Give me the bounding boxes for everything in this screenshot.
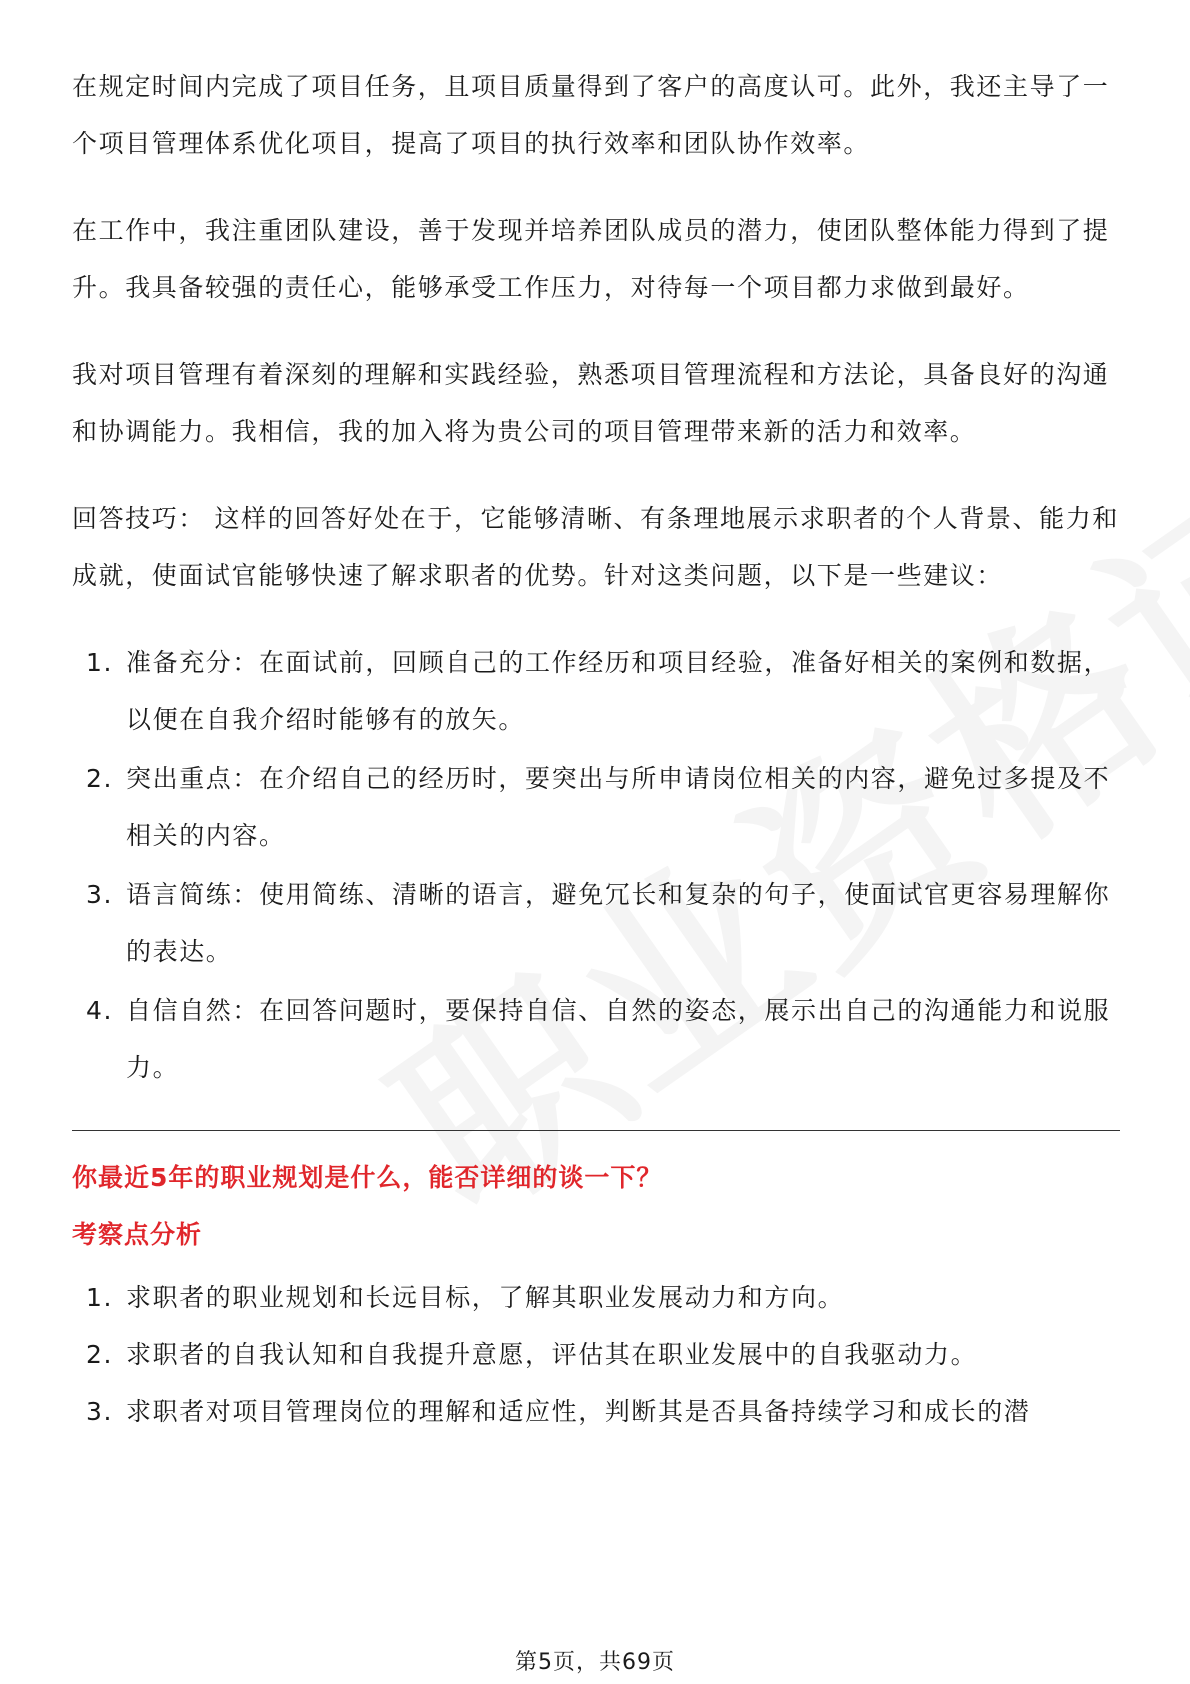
list-item <box>72 1269 1120 1326</box>
analysis-heading: 考察点分析 <box>72 1220 203 1249</box>
answer-tips-paragraph: 回答技巧： 这样的回答好处在于，它能够清晰、有条理地展示求职者的个人背景、能力和成就，使面试官能够快速了解求职者的优势。针对这类问题，以下是一些建议： <box>72 504 1119 590</box>
list-number: 2. <box>86 764 114 793</box>
list-item-text: 求职者的自我认知和自我提升意愿，评估其在职业发展中的自我驱动力。 <box>126 1340 978 1369</box>
list-number: 3. <box>86 1397 114 1426</box>
section-divider <box>72 1130 1120 1131</box>
list-number: 3. <box>86 880 114 909</box>
analysis-points-list <box>72 1269 1120 1440</box>
list-item-text: 求职者对项目管理岗位的理解和适应性，判断其是否具备持续学习和成长的潜 <box>126 1397 1031 1426</box>
list-item <box>72 750 1120 864</box>
paragraph-1: 在规定时间内完成了项目任务，且项目质量得到了客户的高度认可。此外，我还主导了一个项目管理体系优化项目，提高了项目的执行效率和团队协作效率。 <box>72 72 1110 158</box>
list-item <box>72 1383 1120 1440</box>
tips-list <box>72 634 1120 1096</box>
list-item-text: 自信自然：在回答问题时，要保持自信、自然的姿态，展示出自己的沟通能力和说服力。 <box>126 996 1111 1082</box>
paragraph-3: 我对项目管理有着深刻的理解和实践经验，熟悉项目管理流程和方法论，具备良好的沟通和协调能力。我相信，我的加入将为贵公司的项目管理带来新的活力和效率。 <box>72 360 1110 446</box>
list-number: 2. <box>86 1340 114 1369</box>
list-number: 4. <box>86 996 114 1025</box>
question-title: 你最近5年的职业规划是什么，能否详细的谈一下？ <box>72 1163 663 1192</box>
list-item-text: 语言简练：使用简练、清晰的语言，避免冗长和复杂的句子，使面试官更容易理解你的表达。 <box>126 880 1111 966</box>
list-item <box>72 1326 1120 1383</box>
list-item <box>72 866 1120 980</box>
list-item <box>72 982 1120 1096</box>
list-item-text: 求职者的职业规划和长远目标，了解其职业发展动力和方向。 <box>126 1283 845 1312</box>
document-page <box>72 58 1120 1440</box>
paragraph-2: 在工作中，我注重团队建设，善于发现并培养团队成员的潜力，使团队整体能力得到了提升。我具备较强的责任心，能够承受工作压力，对待每一个项目都力求做到最好。 <box>72 216 1110 302</box>
list-number: 1. <box>86 1283 114 1312</box>
list-number: 1. <box>86 648 114 677</box>
list-item <box>72 634 1120 748</box>
list-item-text: 突出重点：在介绍自己的经历时，要突出与所申请岗位相关的内容，避免过多提及不相关的内容。 <box>126 764 1111 850</box>
page-number: 第5页，共69页 <box>515 1650 675 1675</box>
list-item-text: 准备充分：在面试前，回顾自己的工作经历和项目经验，准备好相关的案例和数据，以便在自我介绍时能够有的放矢。 <box>126 648 1111 734</box>
